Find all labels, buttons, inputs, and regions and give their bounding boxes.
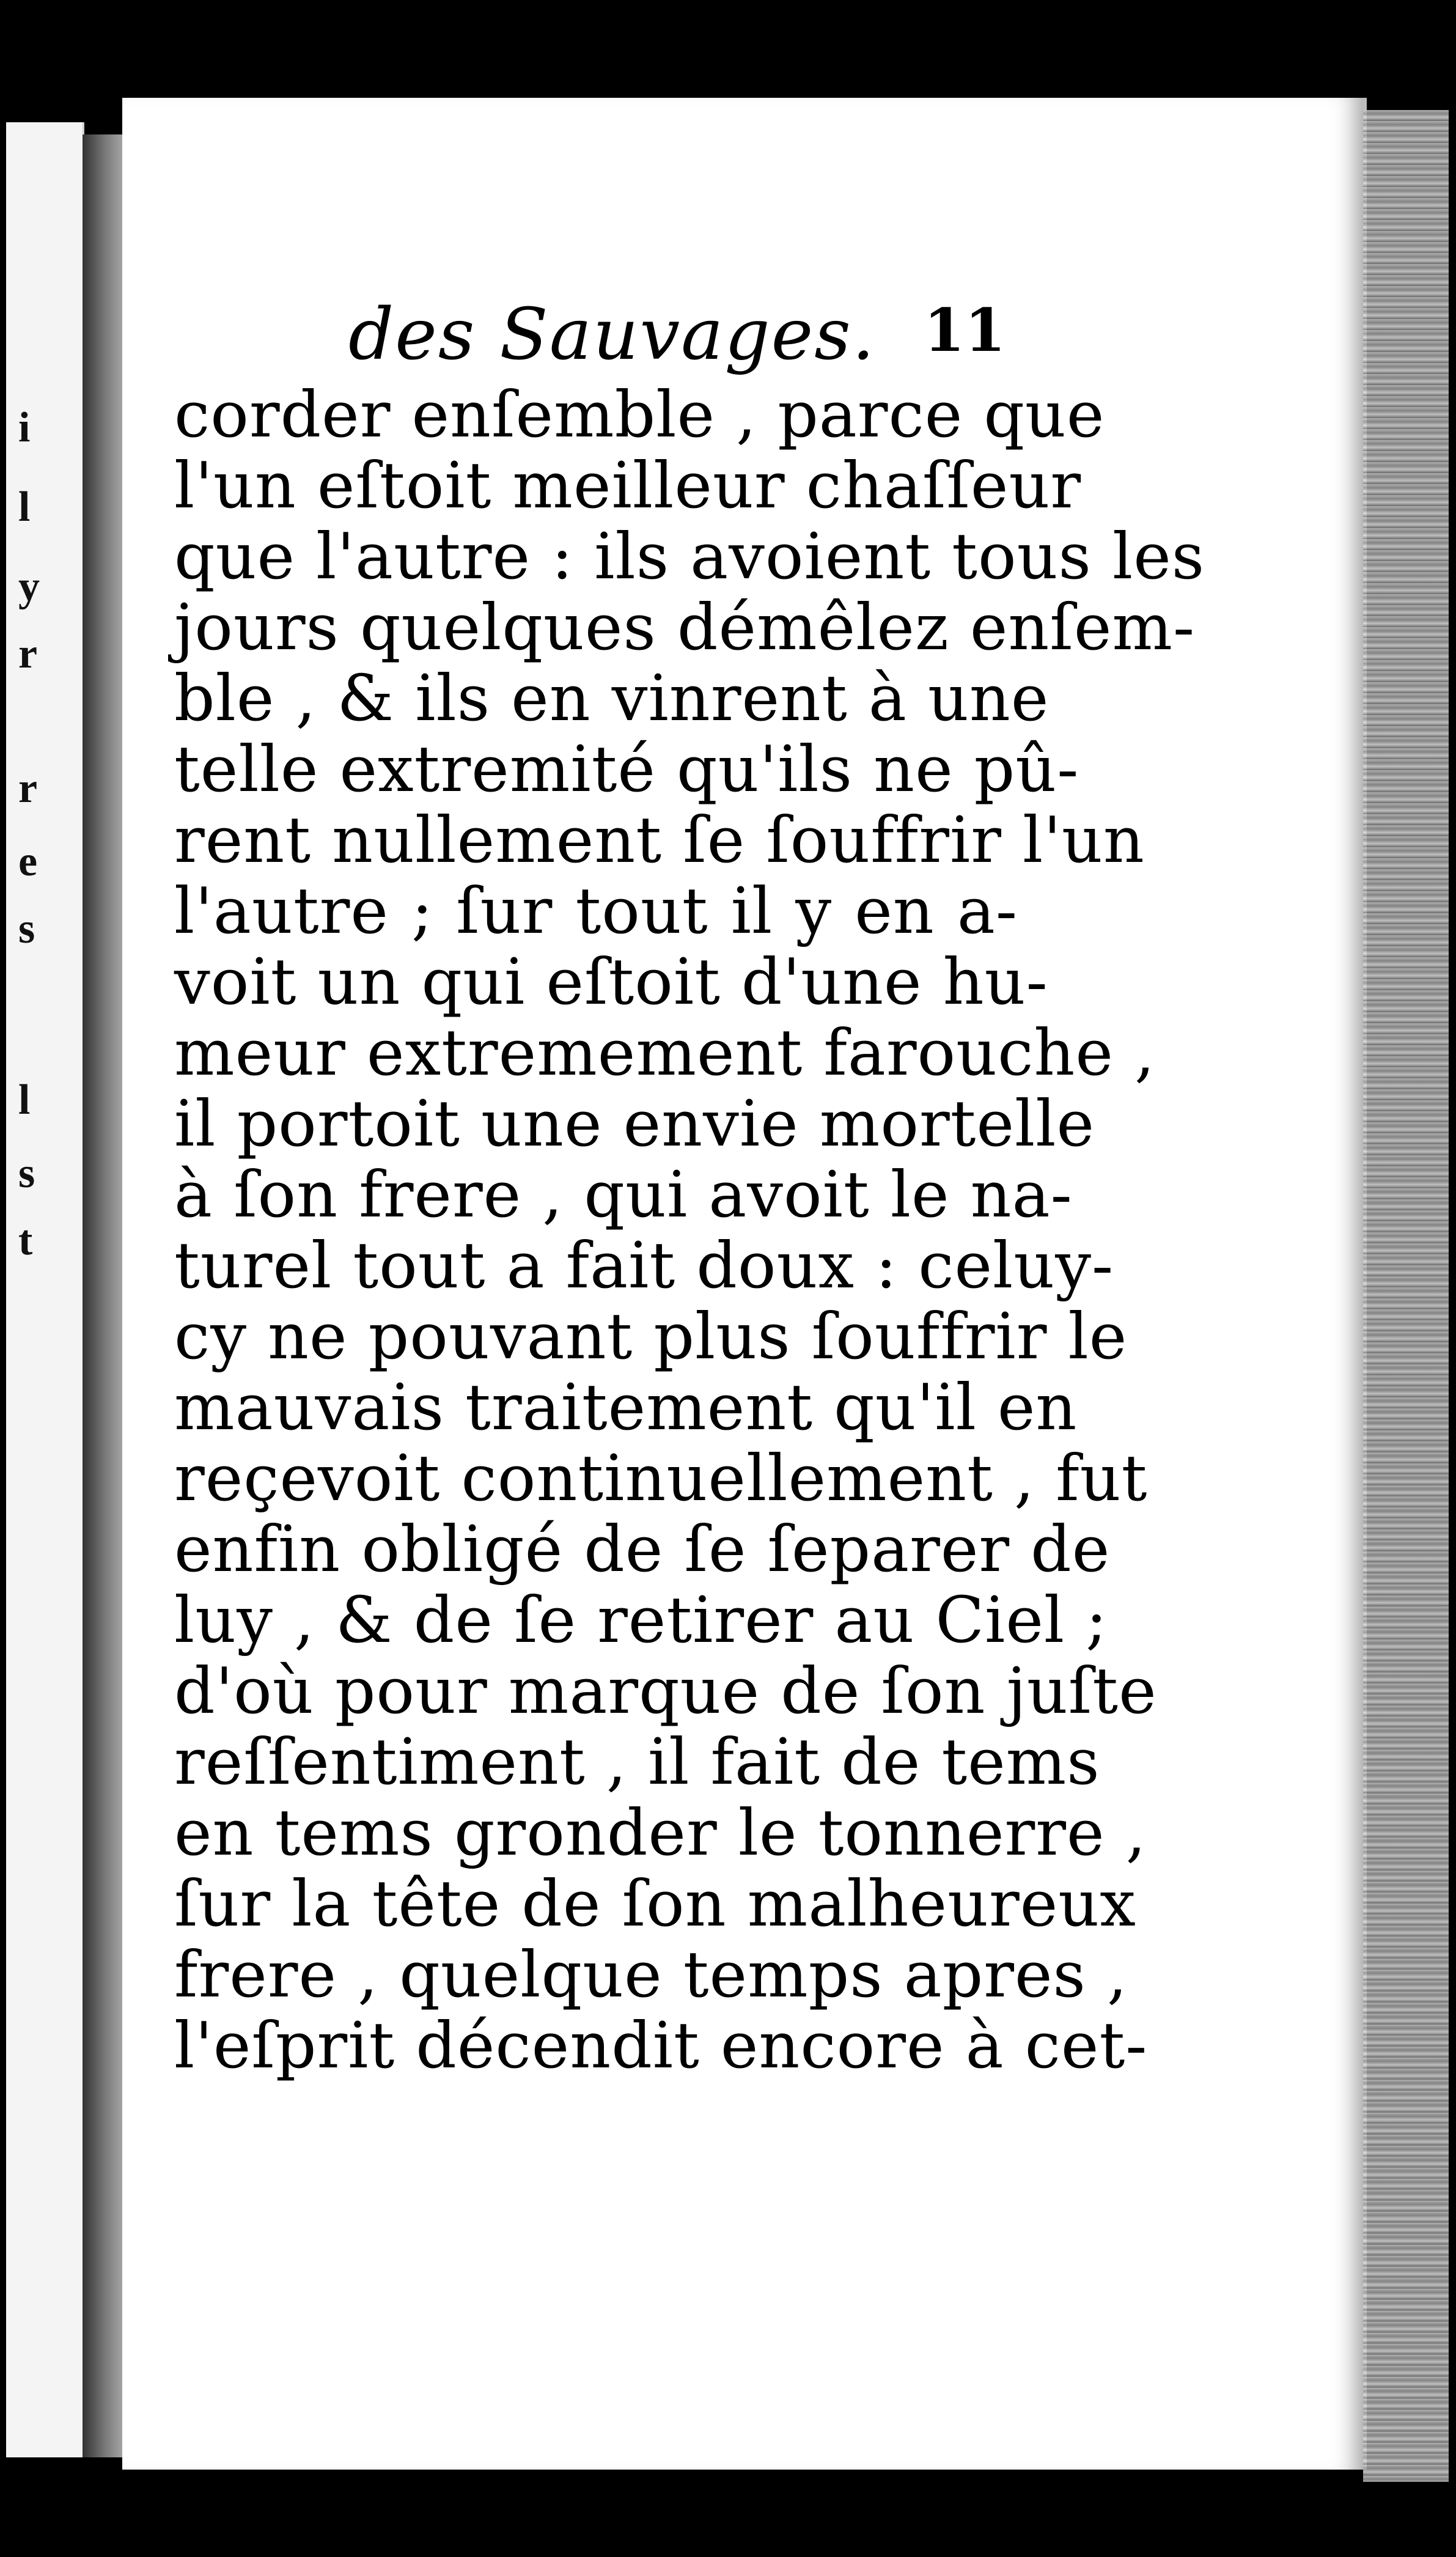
text-line: enfin obligé de ſe ſeparer de (174, 1512, 1111, 1586)
facing-page-letter: i (18, 404, 31, 451)
text-line: meur extremement farouche , (174, 1015, 1156, 1090)
text-line: ble , & ils en vinrent à une (174, 661, 1050, 735)
running-head (174, 293, 1018, 379)
facing-page-letter: s (18, 1150, 35, 1197)
text-line: voit un qui eſtoit d'une hu- (174, 944, 1048, 1019)
facing-page-letter: r (18, 630, 38, 677)
text-line: que l'autre : ils avoient tous les (174, 519, 1205, 594)
facing-page-letter: l (18, 484, 31, 531)
text-line: turel tout a fait doux : celuy- (174, 1228, 1114, 1303)
facing-page-letter: y (18, 563, 40, 610)
text-line: corder enſemble , parce que (174, 377, 1105, 452)
text-line: reçevoit continuellement , fut (174, 1441, 1148, 1515)
text-line: l'autre ; ſur tout il y en a- (174, 874, 1018, 948)
running-title: des Sauvages. (348, 293, 876, 376)
facing-page-letter: s (18, 905, 35, 952)
text-line: l'eſprit décendit encore à cet- (174, 2008, 1148, 2083)
page-number: 11 (924, 296, 1006, 365)
text-line: mauvais traitement qu'il en (174, 1370, 1078, 1444)
text-line: reſſentiment , il fait de tems (174, 1724, 1100, 1799)
facing-page-letter: t (18, 1217, 33, 1264)
text-line: il portoit une envie mortelle (174, 1086, 1095, 1161)
text-line: ſur la tête de ſon malheureux (174, 1866, 1136, 1941)
text-line: luy , & de ſe retirer au Ciel ; (174, 1583, 1108, 1657)
page-text (174, 293, 1205, 2083)
text-line: à ſon frere , qui avoit le na- (174, 1157, 1073, 1232)
text-line: telle extremité qu'ils ne pû- (174, 732, 1079, 806)
text-line: en tems gronder le tonnerre , (174, 1795, 1147, 1870)
text-line: d'où pour marque de ſon juſte (174, 1654, 1157, 1728)
text-line: cy ne pouvant plus ſouffrir le (174, 1299, 1128, 1374)
text-line: l'un eſtoit meilleur chaſſeur (174, 448, 1082, 523)
text-line: frere , quelque temps apres , (174, 1937, 1128, 2012)
facing-page-fragment (6, 122, 84, 2457)
text-line: rent nullement ſe ſouffrir l'un (174, 803, 1145, 877)
text-line: jours quelques démêlez enſem- (174, 590, 1196, 664)
facing-page-letter: r (18, 765, 38, 812)
facing-page-letter: l (18, 1076, 31, 1124)
page-edge (1363, 110, 1449, 2482)
facing-page-letter: e (18, 838, 38, 885)
